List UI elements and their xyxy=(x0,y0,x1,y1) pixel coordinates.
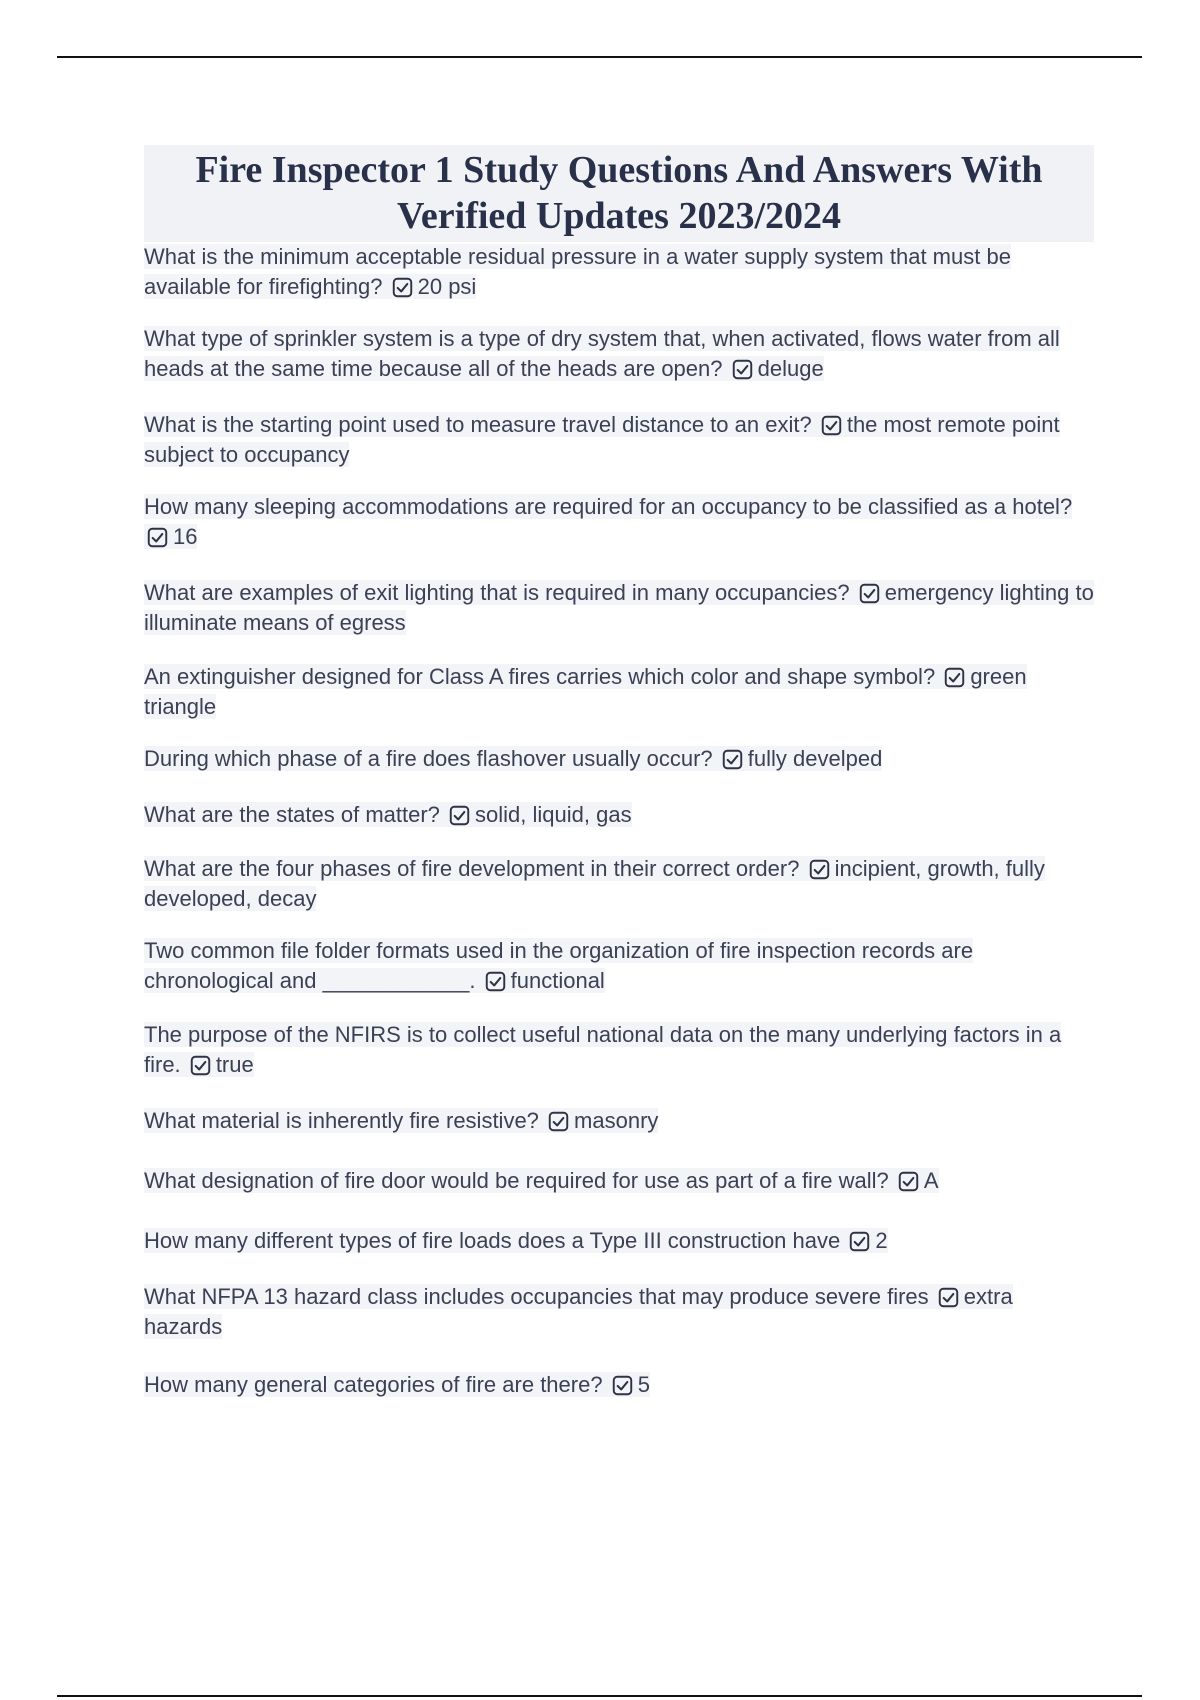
checked-box-icon xyxy=(849,1231,870,1252)
checked-box-icon xyxy=(898,1171,919,1192)
qa-item xyxy=(144,1370,1094,1400)
checked-box-icon xyxy=(944,667,965,688)
question-text: How many general categories of fire are there? xyxy=(144,1372,603,1397)
checked-box-icon xyxy=(722,749,743,770)
qa-item xyxy=(144,936,1094,996)
checked-box-icon xyxy=(821,415,842,436)
qa-item xyxy=(144,744,1094,774)
qa-item xyxy=(144,1226,1094,1256)
answer-text: 20 psi xyxy=(417,274,477,299)
answer-text: extra hazards xyxy=(144,1284,1013,1339)
checked-box-icon xyxy=(392,277,413,298)
question-text: How many different types of fire loads does a Type III construction have xyxy=(144,1228,841,1253)
question-text: What NFPA 13 hazard class includes occupancies that may produce severe fires xyxy=(144,1284,929,1309)
question-text: The purpose of the NFIRS is to collect useful national data on the many underlying factors in a fire. xyxy=(144,1022,1062,1077)
checked-box-icon xyxy=(809,859,830,880)
page-content xyxy=(144,145,1094,1400)
qa-item xyxy=(144,410,1094,470)
qa-list xyxy=(144,242,1094,1400)
checked-box-icon xyxy=(732,359,753,380)
qa-item xyxy=(144,1106,1094,1136)
question-text: During which phase of a fire does flashover usually occur? xyxy=(144,746,713,771)
question-text: What are the four phases of fire development in their correct order? xyxy=(144,856,800,881)
answer-text: true xyxy=(215,1052,254,1077)
answer-text: incipient, growth, fully developed, decay xyxy=(144,856,1045,911)
answer-text: 5 xyxy=(637,1372,650,1397)
question-text: What type of sprinkler system is a type of dry system that, when activated, flows water from all heads at the same time because all of the heads are open? xyxy=(144,326,1060,381)
checked-box-icon xyxy=(449,805,470,826)
question-text: What are examples of exit lighting that is required in many occupancies? xyxy=(144,580,850,605)
checked-box-icon xyxy=(938,1287,959,1308)
checked-box-icon xyxy=(612,1375,633,1396)
answer-text: solid, liquid, gas xyxy=(475,802,632,827)
qa-item xyxy=(144,242,1094,302)
question-text: Two common file folder formats used in the organization of fire inspection records are chronological and ____________. xyxy=(144,938,974,993)
answer-text: 16 xyxy=(173,524,198,549)
qa-item xyxy=(144,324,1094,384)
qa-item xyxy=(144,800,1094,830)
question-text: What material is inherently fire resistive? xyxy=(144,1108,539,1133)
question-text: How many sleeping accommodations are required for an occupancy to be classified as a hotel? xyxy=(144,494,1073,519)
question-text: An extinguisher designed for Class A fires carries which color and shape symbol? xyxy=(144,664,936,689)
qa-item xyxy=(144,854,1094,914)
checked-box-icon xyxy=(147,527,168,548)
answer-text: the most remote point subject to occupancy xyxy=(144,412,1060,467)
checked-box-icon xyxy=(548,1111,569,1132)
answer-text: fully develped xyxy=(747,746,883,771)
qa-item xyxy=(144,492,1094,552)
qa-item xyxy=(144,578,1094,638)
qa-item xyxy=(144,662,1094,722)
answer-text: green triangle xyxy=(144,664,1027,719)
question-text: What is the starting point used to measure travel distance to an exit? xyxy=(144,412,812,437)
answer-text: A xyxy=(923,1168,939,1193)
checked-box-icon xyxy=(190,1055,211,1076)
checked-box-icon xyxy=(859,583,880,604)
answer-text: emergency lighting to illuminate means of egress xyxy=(144,580,1094,635)
checked-box-icon xyxy=(485,971,506,992)
answer-text: functional xyxy=(510,968,605,993)
qa-item xyxy=(144,1020,1094,1080)
answer-text: masonry xyxy=(574,1108,659,1133)
bottom-rule xyxy=(57,1695,1142,1697)
answer-text: 2 xyxy=(875,1228,888,1253)
qa-item xyxy=(144,1166,1094,1196)
answer-text: deluge xyxy=(757,356,824,381)
question-text: What is the minimum acceptable residual pressure in a water supply system that must be available for firefighting? xyxy=(144,244,1011,299)
document-title: Fire Inspector 1 Study Questions And Answers With Verified Updates 2023/2024 xyxy=(144,145,1094,242)
qa-item xyxy=(144,1282,1094,1342)
top-rule xyxy=(57,56,1142,58)
question-text: What designation of fire door would be required for use as part of a fire wall? xyxy=(144,1168,889,1193)
question-text: What are the states of matter? xyxy=(144,802,440,827)
